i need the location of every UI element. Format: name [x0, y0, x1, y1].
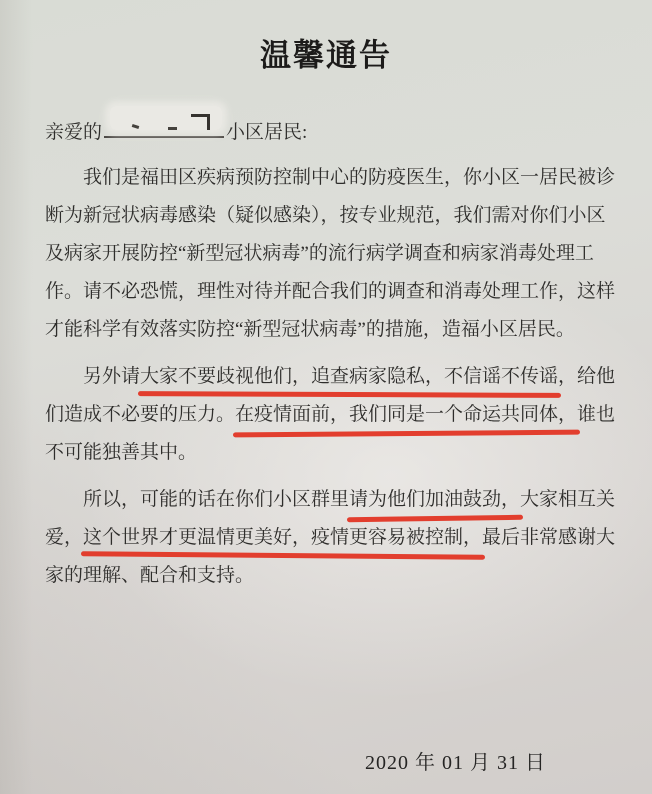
- paragraph-2: [45, 358, 615, 472]
- red-underlined-text: 在疫情面前，我们同是一个命运共同体，: [235, 396, 577, 434]
- line-text: 我们是福田区疾病预防控制中心的防疫医生，你小区一居民被诊: [83, 167, 616, 188]
- line-text: 才能科学有效落实防控“新型冠状病毒”的措施，造福小区居民。: [45, 319, 575, 340]
- notice-line: [45, 197, 615, 235]
- line-text: 家的理解、配合和支持。: [45, 565, 255, 586]
- line-text: 作。请不必恐慌，理性对待并配合我们的调查和消毒处理工作，这样: [45, 281, 616, 302]
- line-text: ，给他: [558, 366, 616, 387]
- line-text: 断为新冠状病毒感染（疑似感染），按专业规范，我们需对你们小区: [45, 205, 606, 226]
- redacted-name-blank: [104, 112, 224, 138]
- red-underlined-text: 大家不要歧视他们，追查病家隐私，不信谣不传谣: [140, 358, 558, 396]
- paragraph-1: [45, 159, 615, 349]
- red-underlined-text: 这个世界才更温情更美好，疫情更容易被控制，: [83, 519, 482, 557]
- paragraph-3: [45, 481, 615, 595]
- notice-line: [45, 481, 615, 519]
- date-stamp: 2020 年 01 月 31 日: [365, 752, 546, 774]
- salutation-line: [45, 112, 615, 150]
- notice-line: [45, 358, 615, 396]
- notice-line: [45, 519, 615, 557]
- line-text: 大家相互关: [520, 489, 616, 510]
- notice-line: [45, 159, 615, 197]
- line-text: 们造成不必要的压力。: [45, 404, 236, 425]
- line-text: 所以，可能的话在你们小区群里: [83, 489, 350, 510]
- line-text: 爱，: [45, 527, 84, 548]
- redaction-mark: [168, 127, 177, 130]
- line-text: 不可能独善其中。: [45, 442, 198, 463]
- notice-line: [45, 273, 615, 311]
- redaction-bracket-mark: [191, 114, 210, 130]
- line-text: 及病家开展防控“新型冠状病毒”的流行病学调查和病家消毒处理工: [45, 243, 594, 264]
- line-text: 另外请: [83, 366, 141, 387]
- red-underlined-text: 请为他们加油鼓劲，: [349, 481, 520, 519]
- notice-line: [45, 434, 615, 472]
- notice-line: [45, 235, 615, 273]
- salutation-suffix: 小区居民:: [226, 122, 308, 143]
- line-text: 最后非常感谢大: [482, 527, 616, 548]
- page-title: 温馨通告: [260, 38, 392, 73]
- notice-body: [45, 112, 615, 595]
- salutation-prefix: 亲爱的: [45, 122, 103, 143]
- notice-line: [45, 396, 615, 434]
- notice-line: [45, 557, 615, 595]
- line-text: 谁也: [577, 404, 616, 425]
- notice-line: [45, 311, 615, 349]
